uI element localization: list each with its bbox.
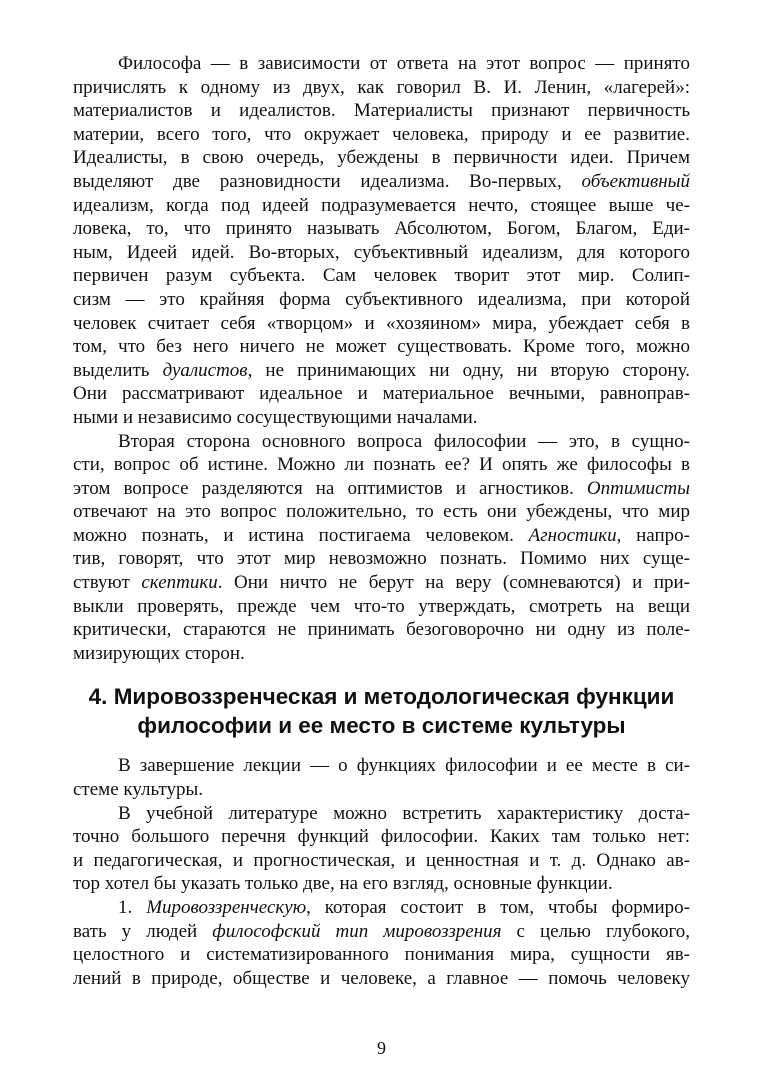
text-line: стеме культуры. [73,779,203,801]
text-line: тив, говорят, что этот мир невозможно познать. Помимо них суще- [73,548,690,570]
text-line: ловека, то, что принято называть Абсолютом, Богом, Благом, Еди- [73,218,690,240]
text-line: ным, Идеей идей. Во-вторых, субъективный идеализм, для которого [73,241,690,263]
text-line: этом вопросе разделяются на оптимистов и агностиков. Оптимисты [73,477,690,499]
paragraph-functions-list [73,802,690,896]
text-line: идеализм, когда под идеей подразумевается нечто, стоящее выше че- [73,194,690,216]
page-number: 9 [377,1038,386,1058]
text-line: причислять к одному из двух, как говорил В. И. Ленин, «лагерей»: [73,76,690,98]
italic-term: скептики [141,572,218,594]
text-line: том, что без него ничего не может существовать. Кроме того, можно [73,336,690,358]
text-line: человек считает себя «творцом» и «хозяином» мира, убеждает себя в [73,312,690,334]
paragraph-worldview-function [73,896,690,990]
italic-term: Агностики [528,524,617,546]
text-line: Философа — в зависимости от ответа на этот вопрос — принято [118,53,690,74]
text-line: материи, всего того, что окружает человека, природу и ее развитие. [73,123,690,145]
page-body [73,52,690,990]
text-line: сти, вопрос об истине. Можно ли познать ее? И опять же философы в [73,454,690,476]
text-line: можно познать, и истина постигаема человеком. Агностики, напро- [73,524,690,546]
text-line: лений в природе, обществе и человеке, а главное — помочь человеку [73,967,690,989]
italic-term: Мировоззренческую [146,897,307,918]
text-line: первичен разум субъекта. Сам человек творит этот мир. Солип- [73,265,690,287]
text-line: Идеалисты, в свою очередь, убеждены в первичности идеи. Причем [73,147,690,169]
italic-term: философский тип мировоззрения [212,920,502,942]
text-line: материалистов и идеалистов. Материалисты признают первичность [73,100,690,122]
text-line: целостного и систематизированного понимания мира, сущности яв- [73,944,690,966]
text-line: критически, стараются не принимать безоговорочно ни одну из поле- [73,619,690,641]
text-line: ными и независимо сосуществующими началами. [73,406,478,428]
section-number: 4. [88,684,108,710]
text-line: отвечают на это вопрос положительно, то есть они убеждены, что мир [73,501,690,523]
text-line: точно большого перечня функций философии. Каких там только нет: [73,826,690,848]
italic-term: Оптимисты [586,477,690,499]
paragraph-lecture-conclusion [73,754,690,801]
text-line: выделяют две разновидности идеализма. Во-первых, объективный [73,170,690,192]
paragraph-materialism-idealism [73,52,690,430]
text-line: В завершение лекции — о функциях философии и ее месте в си- [118,755,690,777]
text-line: В учебной литературе можно встретить характеристику доста- [118,802,690,824]
italic-term: дуалистов [162,359,248,381]
text-line: сизм — это крайняя форма субъективного идеализма, при которой [73,288,690,310]
section-heading [73,682,690,740]
text-line: Они рассматривают идеальное и материальное вечными, равноправ- [73,383,690,405]
text-line: выделить дуалистов, не принимающих ни одну, ни вторую сторону. [73,359,690,381]
text-line: Вторая сторона основного вопроса философии — это, в сущно- [118,430,690,452]
text-line: и педагогическая, и прогностическая, и ценностная и т. д. Однако ав- [73,849,690,871]
section-heading-line-1: 4. Мировоззренческая и методологическая функции [88,684,675,710]
text-line: вать у людей философский тип мировоззрения с целью глубокого, [73,920,691,942]
italic-term: объективный [581,170,690,192]
text-line: 1. Мировоззренческую, которая состоит в том, чтобы формиро- [118,897,691,918]
text-line: мизирующих сторон. [73,642,245,664]
text-line: ствуют скептики. Они ничто не берут на веру (сомневаются) и при- [73,572,691,594]
text-line: тор хотел бы указать только две, на его взгляд, основные функции. [73,873,613,895]
text-line: выкли проверять, прежде чем что-то утверждать, смотреть на вещи [73,595,690,617]
paragraph-truth-question [73,430,690,666]
section-heading-line-2: философии и ее место в системе культуры [137,713,626,739]
